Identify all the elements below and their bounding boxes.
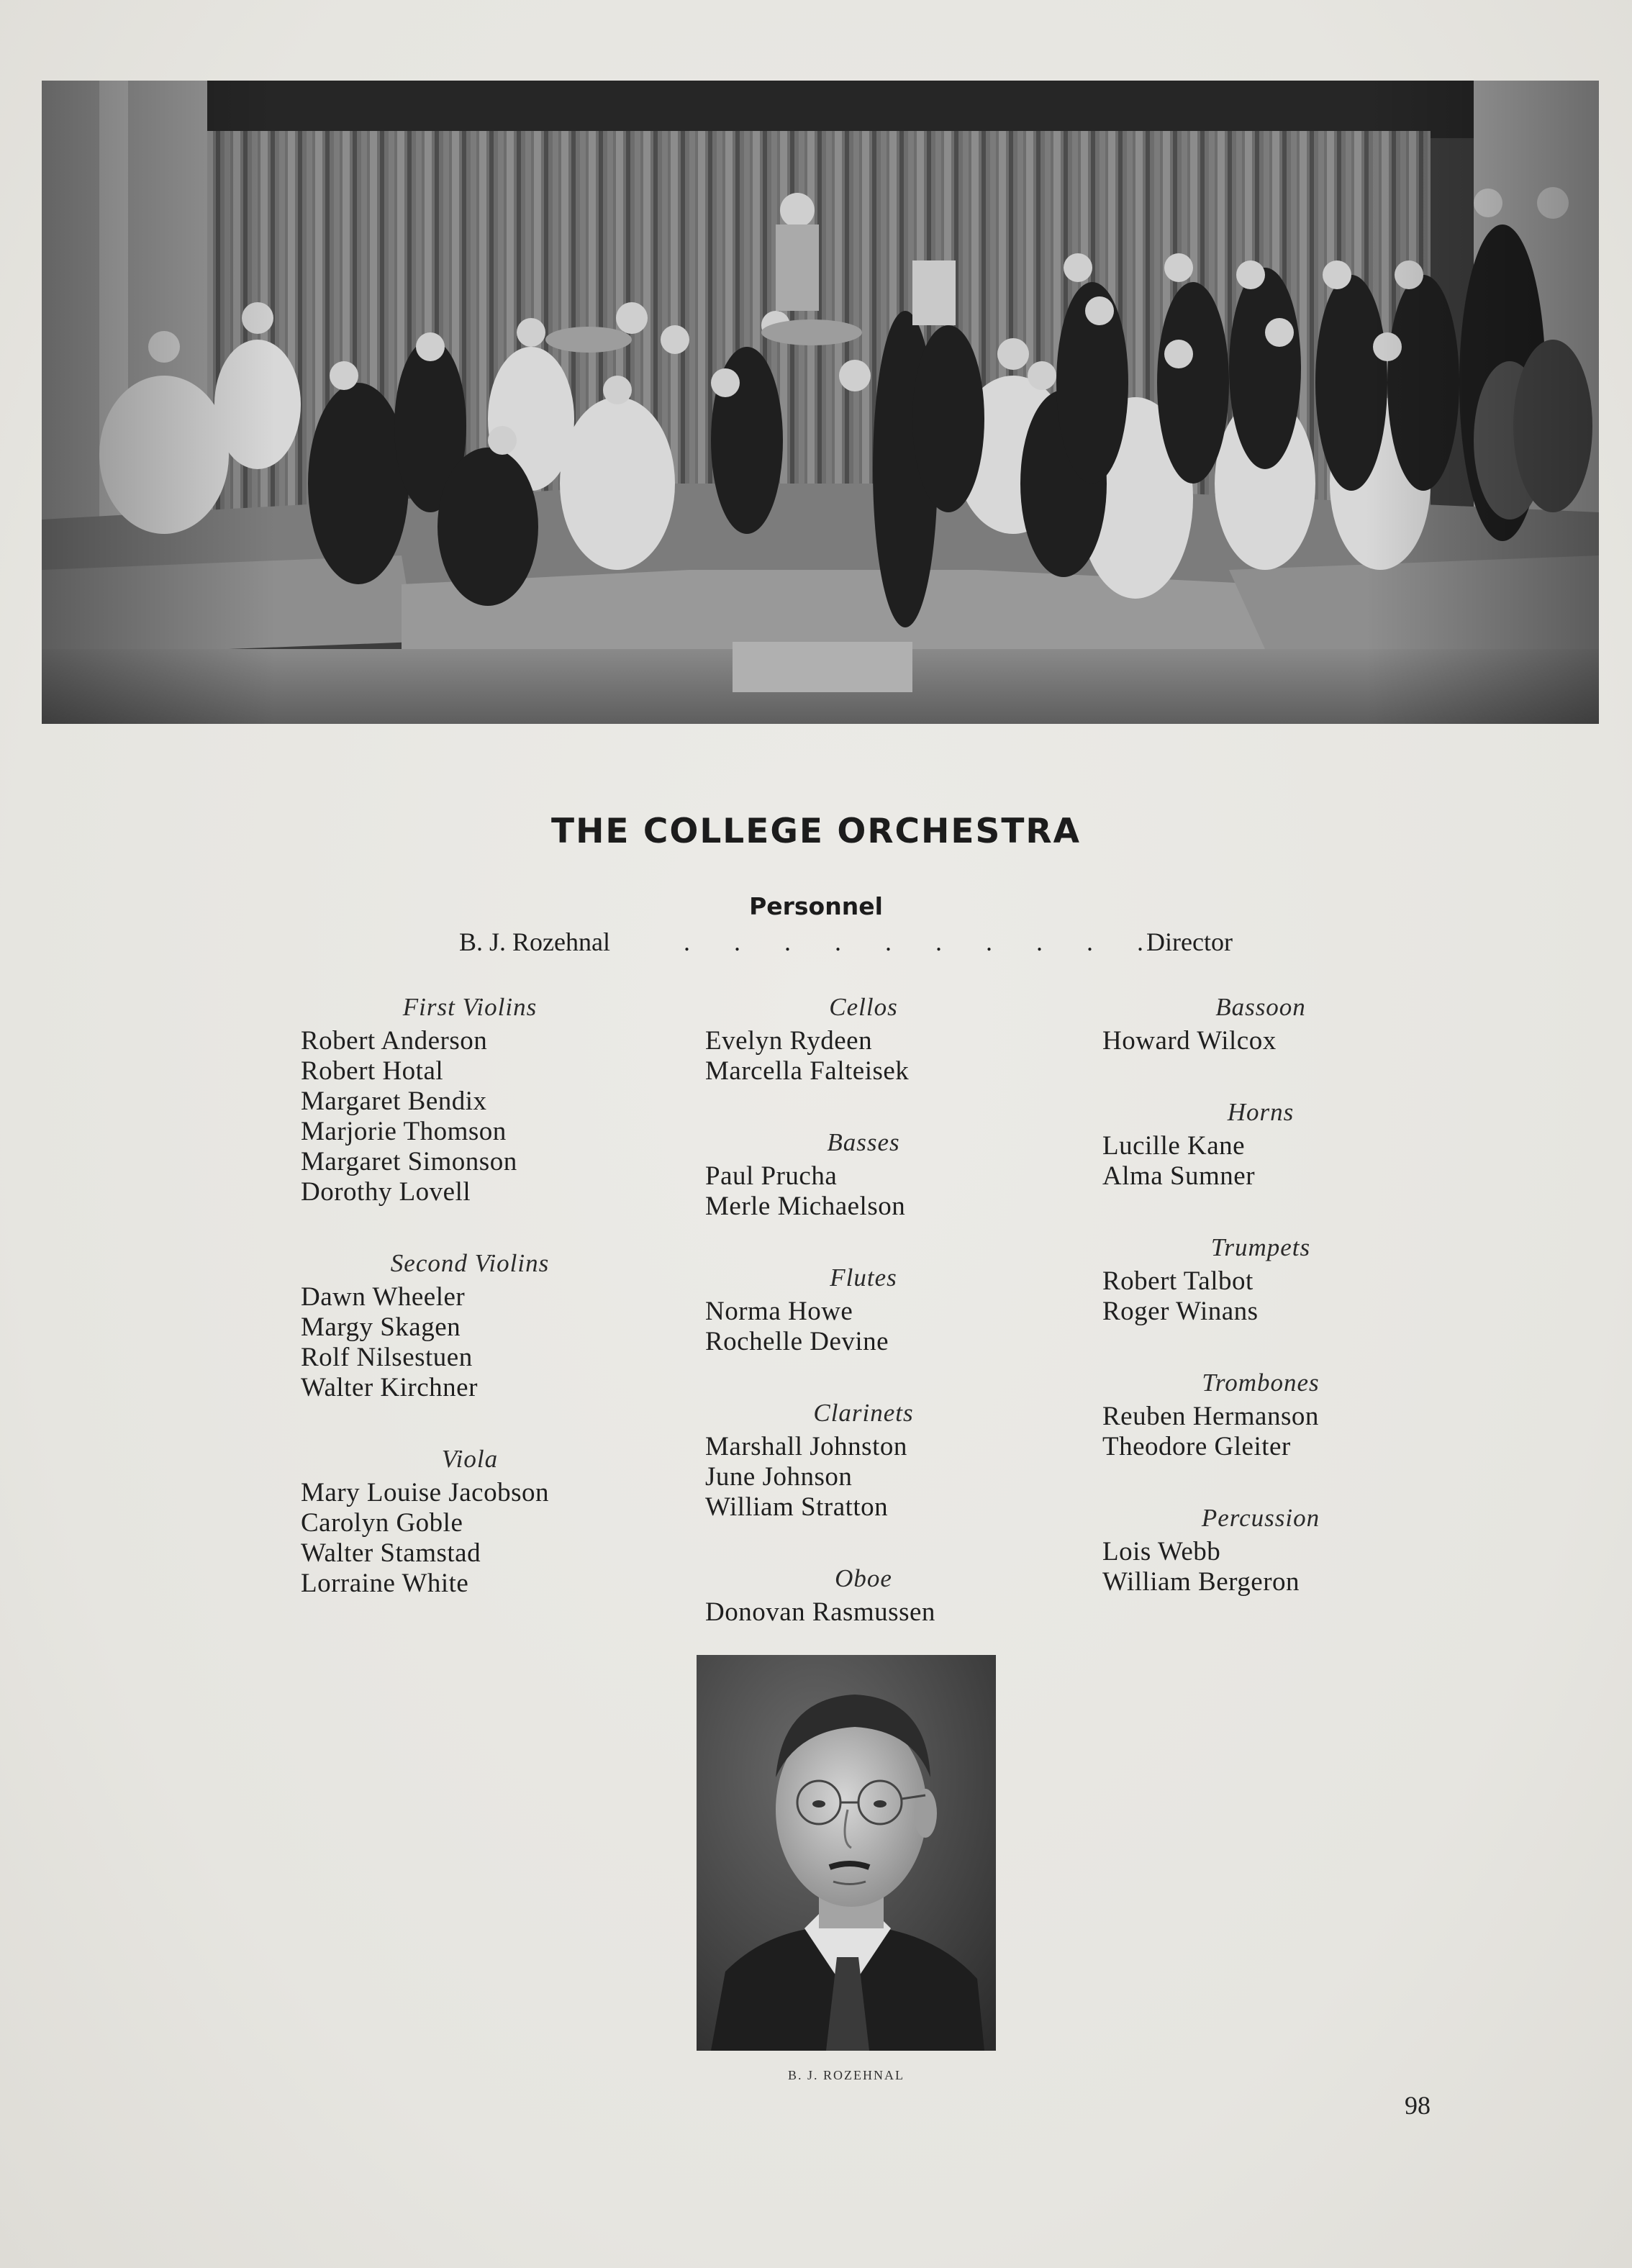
section-title: Trombones: [1202, 1369, 1320, 1397]
section-title: Horns: [1227, 1098, 1295, 1126]
member-name: Theodore Gleiter: [1102, 1432, 1291, 1461]
section-basses: [705, 1128, 1022, 1222]
director-name: B. J. Rozehnal: [459, 927, 610, 956]
personnel-column-1: [301, 993, 639, 1641]
section-title: Percussion: [1201, 1504, 1320, 1532]
member-name: Lois Webb: [1102, 1537, 1221, 1566]
member-name: Walter Stamstad: [301, 1538, 481, 1568]
member-name: Dorothy Lovell: [301, 1177, 471, 1207]
section-title: Viola: [441, 1445, 499, 1473]
member-name: Margaret Simonson: [301, 1147, 517, 1176]
section-title: Bassoon: [1215, 993, 1306, 1021]
member-name: Howard Wilcox: [1102, 1026, 1277, 1056]
section-trombones: [1102, 1369, 1419, 1462]
section-title: Flutes: [830, 1264, 897, 1292]
member-name: Mary Louise Jacobson: [301, 1478, 549, 1507]
member-name: Marshall Johnston: [705, 1432, 907, 1461]
section-percussion: [1102, 1504, 1419, 1597]
member-name: Donovan Rasmussen: [705, 1597, 935, 1627]
member-name: Roger Winans: [1102, 1297, 1259, 1326]
member-name: Evelyn Rydeen: [705, 1026, 873, 1056]
section-title: Trumpets: [1210, 1233, 1311, 1261]
section-horns: [1102, 1098, 1419, 1192]
member-name: Robert Talbot: [1102, 1266, 1254, 1296]
member-name: Lucille Kane: [1102, 1131, 1246, 1161]
orchestra-group-photo: [42, 81, 1599, 724]
section-first-violins: [301, 993, 639, 1207]
member-name: Dawn Wheeler: [301, 1282, 466, 1312]
member-name: Robert Hotal: [301, 1056, 444, 1086]
page-title: THE COLLEGE ORCHESTRA: [551, 812, 1081, 851]
member-name: Walter Kirchner: [301, 1373, 478, 1402]
section-title: Basses: [827, 1128, 900, 1156]
member-name: Carolyn Goble: [301, 1508, 463, 1538]
director-role: Director: [1146, 927, 1233, 956]
section-second-violins: [301, 1249, 639, 1403]
member-name: Alma Sumner: [1102, 1161, 1256, 1191]
member-name: Margaret Bendix: [301, 1087, 487, 1116]
section-title: Oboe: [835, 1564, 892, 1592]
member-name: Norma Howe: [705, 1297, 853, 1326]
member-name: Robert Anderson: [301, 1026, 488, 1056]
member-name: Reuben Hermanson: [1102, 1402, 1319, 1431]
leader-dots: . . . . . . . . . .: [684, 927, 1162, 956]
section-title: Cellos: [829, 993, 898, 1021]
director-portrait-photo: [697, 1655, 996, 2051]
section-bassoon: [1102, 993, 1419, 1056]
page-number: 98: [1405, 2091, 1431, 2120]
section-trumpets: [1102, 1233, 1419, 1327]
member-name: Margy Skagen: [301, 1312, 461, 1342]
section-flutes: [705, 1264, 1022, 1357]
section-cellos: [705, 993, 1022, 1087]
member-name: William Stratton: [705, 1492, 889, 1522]
member-name: Paul Prucha: [705, 1161, 838, 1191]
section-title: First Violins: [402, 993, 538, 1021]
director-line: [459, 927, 1258, 960]
member-name: Marjorie Thomson: [301, 1117, 507, 1146]
section-viola: [301, 1445, 639, 1599]
member-name: Rochelle Devine: [705, 1327, 889, 1356]
member-name: Lorraine White: [301, 1569, 469, 1598]
member-name: William Bergeron: [1102, 1567, 1300, 1597]
section-title: Second Violins: [390, 1249, 550, 1277]
member-name: Rolf Nilsestuen: [301, 1343, 473, 1372]
personnel-column-3: [1102, 993, 1419, 1639]
member-name: Marcella Falteisek: [705, 1056, 910, 1086]
section-oboe: [705, 1564, 1022, 1628]
member-name: June Johnson: [705, 1462, 853, 1492]
personnel-column-2: [705, 993, 1022, 1669]
section-title: Clarinets: [813, 1399, 914, 1427]
member-name: Merle Michaelson: [705, 1192, 906, 1221]
personnel-heading: Personnel: [749, 892, 883, 920]
section-clarinets: [705, 1399, 1022, 1523]
portrait-caption: B. J. ROZEHNAL: [788, 2068, 905, 2082]
